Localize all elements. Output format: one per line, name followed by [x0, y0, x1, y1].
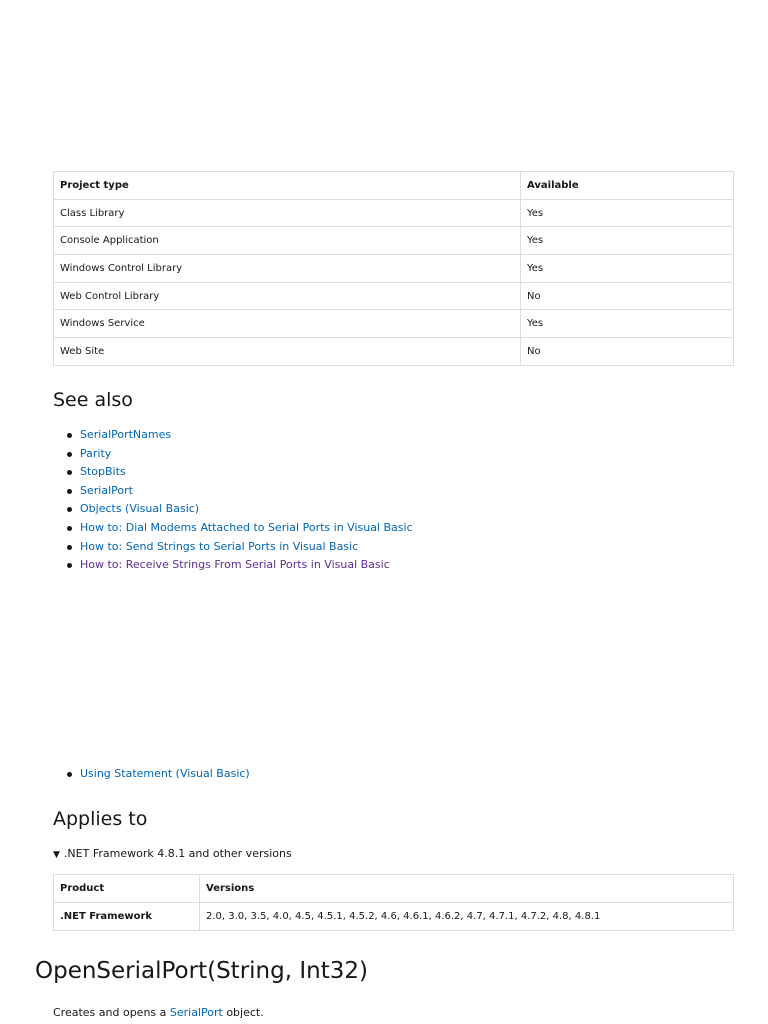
see-also-heading: See also [53, 389, 133, 411]
versions-toggle-label: .NET Framework 4.8.1 and other versions [63, 847, 292, 860]
description-text: Creates and opens a [53, 1006, 170, 1019]
link-receive-strings[interactable]: How to: Receive Strings From Serial Ports in Visual Basic [80, 558, 390, 572]
see-also-list [53, 426, 413, 575]
extra-link-list [53, 765, 250, 784]
available-cell: No [521, 282, 734, 310]
project-type-cell: Web Control Library [54, 282, 521, 310]
column-header-project-type: Project type [54, 172, 521, 200]
project-type-cell: Web Site [54, 338, 521, 366]
list-item [53, 426, 413, 445]
link-serialportnames[interactable]: SerialPortNames [80, 428, 172, 441]
table-row [54, 255, 734, 283]
link-objects-visual-basic[interactable]: Objects (Visual Basic) [80, 502, 200, 516]
applies-to-heading: Applies to [53, 808, 148, 830]
list-item [53, 765, 250, 784]
list-item [53, 538, 413, 557]
column-header-versions: Versions [200, 875, 734, 903]
product-cell: .NET Framework [54, 903, 200, 931]
overload-title: OpenSerialPort(String, Int32) [35, 958, 368, 984]
project-type-cell: Class Library [54, 199, 521, 227]
link-parity[interactable]: Parity [80, 446, 112, 460]
link-send-strings[interactable]: How to: Send Strings to Serial Ports in Visual Basic [80, 539, 359, 553]
list-item [53, 556, 413, 575]
overload-description [53, 1005, 264, 1021]
list-item [53, 463, 413, 482]
table-row [54, 227, 734, 255]
available-cell: Yes [521, 255, 734, 283]
link-dial-modems[interactable]: How to: Dial Modems Attached to Serial Ports in Visual Basic [80, 520, 413, 534]
link-using-statement[interactable]: Using Statement (Visual Basic) [80, 767, 250, 780]
table-row [54, 903, 734, 931]
versions-toggle[interactable] [53, 846, 292, 863]
applies-to-table [53, 874, 734, 931]
description-text: object. [222, 1006, 264, 1019]
versions-cell: 2.0, 3.0, 3.5, 4.0, 4.5, 4.5.1, 4.5.2, 4.6, 4.6.1, 4.6.2, 4.7, 4.7.1, 4.7.2, 4.8, 4.8.1 [200, 903, 734, 931]
table-row [54, 199, 734, 227]
project-type-cell: Windows Service [54, 310, 521, 338]
column-header-product: Product [54, 875, 200, 903]
table-header-row [54, 875, 734, 903]
available-cell: Yes [521, 199, 734, 227]
list-item [53, 500, 413, 519]
available-cell: No [521, 338, 734, 366]
project-type-cell: Console Application [54, 227, 521, 255]
project-type-table [53, 171, 734, 366]
table-row [54, 338, 734, 366]
table-row [54, 310, 734, 338]
caret-down-icon: ▼ [53, 850, 60, 860]
project-type-cell: Windows Control Library [54, 255, 521, 283]
table-header-row [54, 172, 734, 200]
column-header-available: Available [521, 172, 734, 200]
list-item [53, 482, 413, 501]
link-serialport[interactable]: SerialPort [80, 483, 133, 497]
link-stopbits[interactable]: StopBits [80, 465, 126, 479]
available-cell: Yes [521, 310, 734, 338]
available-cell: Yes [521, 227, 734, 255]
link-serialport-inline[interactable]: SerialPort [169, 1006, 223, 1019]
list-item [53, 519, 413, 538]
table-row [54, 282, 734, 310]
list-item [53, 445, 413, 464]
